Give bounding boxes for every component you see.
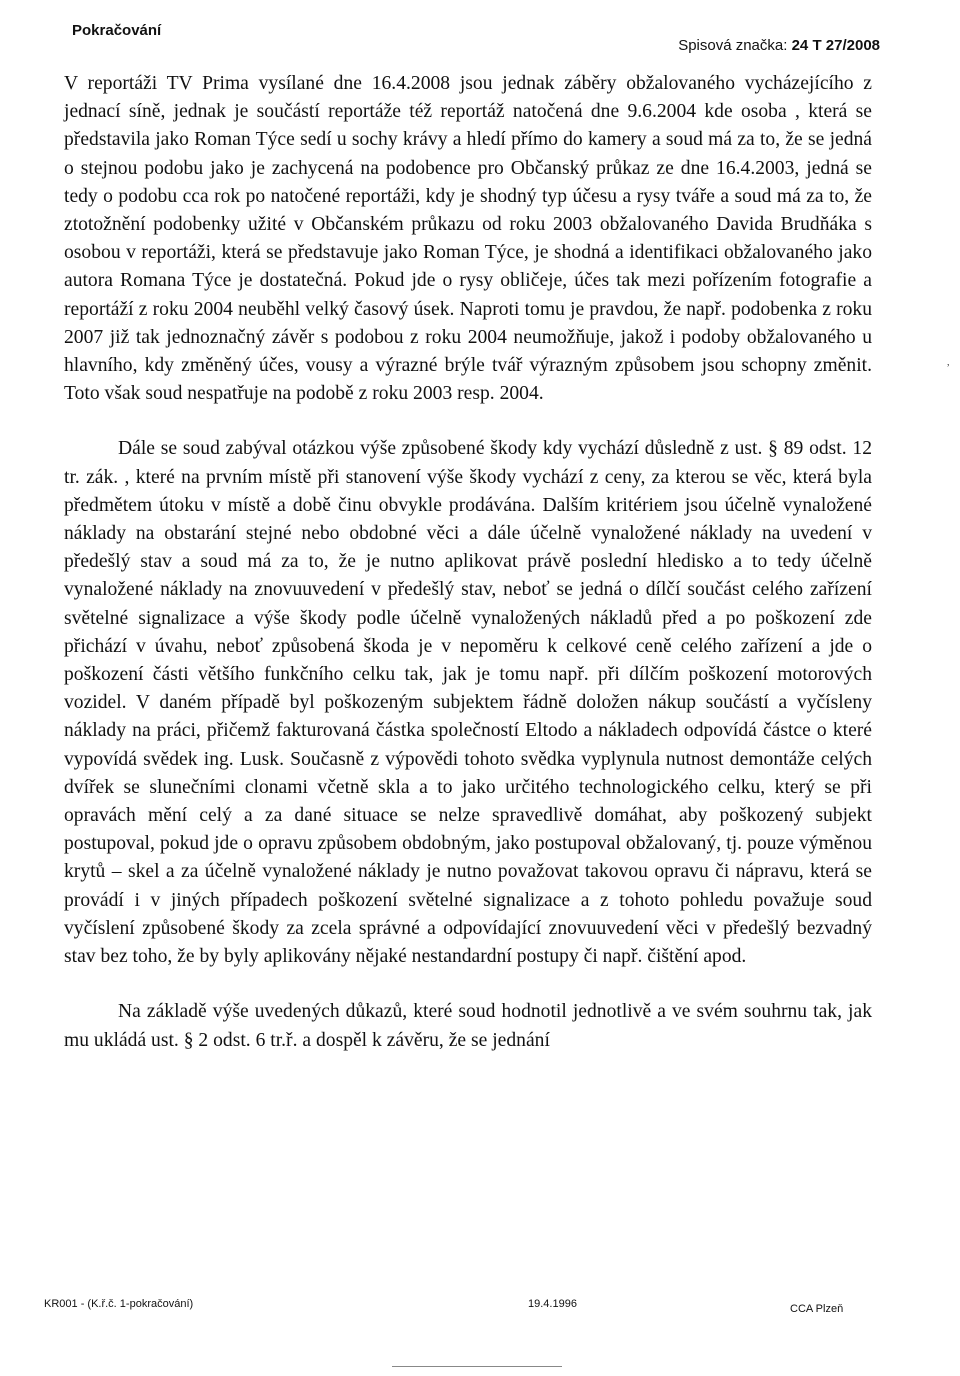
form-date: 19.4.1996 — [528, 1298, 577, 1310]
case-number: 24 T 27/2008 — [791, 37, 880, 54]
case-reference — [678, 37, 880, 54]
margin-mark: , — [947, 357, 950, 368]
form-code: KR001 - (K.ř.č. 1-pokračování) — [44, 1298, 194, 1310]
case-label: Spisová značka: — [678, 37, 788, 54]
paragraph-conclusion: Na základě výše uvedených důkazů, které soud hodnotil jednotlivě a ve svém souhrnu tak, jak mu ukládá ust. § 2 odst. 6 tr.ř. a dospěl k závěru, že se jednání — [64, 1001, 872, 1051]
paragraph-damage: Dále se soud zabýval otázkou výše způsobené škody kdy vychází důsledně z ust. § 89 odst. 12 tr. zák. , které na prvním místě při stanovení výše škody vychází z ceny, za kterou se věc, která byla předmětem útoku v místě a době činu obvykle prodávána. Dalším kritériem jsou účelně vynaložené náklady na obstarání stejné nebo obdobné věci a dále účelně vynaložené náklady na uvedení v předešlý stav a soud má za to, že je nutno aplikovat právě poslední hledisko a to tedy účelně vynaložené náklady na znovuuvedení v předešlý stav, neboť se jedná o dílčí součást celého zařízení světelné signalizace a výše škody podle účelně vynaložených nákladů před a po poškození zde přichází v úvahu, neboť způsobená škoda je v nepoměru k celkové ceně celého zařízení a jde o poškození části většího funkčního celku tak, jak je tomu např. při dílčím poškození motorových vozidel. V daném případě byl poškozeným subjektem řádně doložen nákup součástí a vyčísleny náklady na práci, přičemž fakturovaná částka společností Eltodo a nákladech odpovídá částce o které vypovídá svědek ing. Lusk. Současně z výpovědi tohoto svědka vyplynula nutnost demontáže celých dvířek se slunečními clonami včetně skla a to jako určitého technologického celku, který se při opravách mění celý a za dané situace se nelze spravedlivě domáhat, aby poškozený subjekt postupoval, pokud jde o opravu způsobem obdobným, jako postupoval obžalovaný, tj. pouze výměnou krytů – skel a za účelně vynaložené náklady je nutno považovat takovou opravu či nápravu, která se provádí i v jiných případech poškození světelné signalizace a z tohoto pohledu považuje soud vyčíslení způsobené škody za zcela správné a odpovídající znovuuvedení věci v předešlý bezvadný stav bez toho, že by byly aplikovány nějaké nestandardní postupy či např. čištění apod. — [64, 438, 872, 968]
document-body — [64, 70, 872, 1055]
continuation-label: Pokračování — [72, 22, 162, 39]
bottom-rule — [392, 1366, 562, 1367]
paragraph-identification: V reportáži TV Prima vysílané dne 16.4.2008 jsou jednak záběry obžalovaného vycházejícího z jednací síně, jednak je součástí reportáže též reportáž natočená dne 9.6.2004 kde osoba , která se představila jako Roman Týce sedí u sochy krávy a hledí přímo do kamery a soud má za to, že se jedná o stejnou podobu jako je zachycená na podobence pro Občanský průkaz ze dne 16.4.2003, jedná se tedy o podobu cca rok po natočené reportáži, kdy je shodný typ účesu a rysy tváře a soud má za to, že ztotožnění podobenky užité v Občanském průkazu od roku 2003 obžalovaného Davida Brudňáka s osobou v reportáži, která se představuje jako Roman Týce, je shodná a identifikaci obžalovaného jako autora Romana Týce je dostatečná. Pokud jde o rysy obličeje, účes tak mezi pořízením fotografie a reportáží z roku 2004 neuběhl velký časový úsek. Naproti tomu je pravdou, že např. podobenka z roku 2007 již tak jednoznačný závěr s podobou z roku 2004 neumožňuje, jakož i podoby obžalovaného u hlavního, kdy změněný účes, vousy a výrazné brýle tvář výrazným způsobem jsou schopny změnit. Toto však soud nespatřuje na podobě z roku 2003 resp. 2004. — [64, 73, 872, 405]
printer-name: CCA Plzeň — [790, 1303, 844, 1315]
